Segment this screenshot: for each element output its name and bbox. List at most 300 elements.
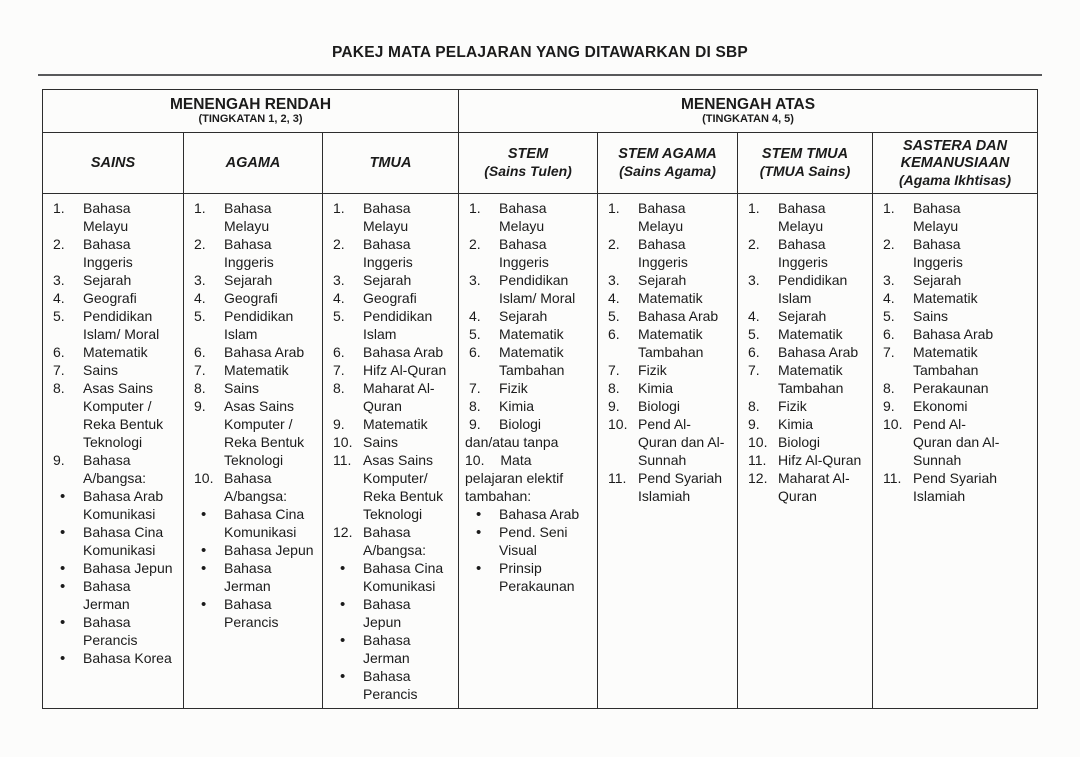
item-text: Pendidikan Islam/ Moral <box>499 272 576 306</box>
subject-item <box>190 379 318 397</box>
item-marker: 12. <box>333 524 353 540</box>
item-text: Kimia <box>499 398 535 414</box>
subject-item <box>465 343 593 379</box>
subject-list-stem <box>459 194 598 709</box>
item-text: Bahasa Melayu <box>224 200 272 234</box>
subject-item <box>190 199 318 235</box>
item-text: Bahasa Arab Komunikasi <box>83 488 164 522</box>
item-text: Maharat Al-Quran <box>778 470 850 504</box>
column-title: STEM TMUA <box>761 146 849 162</box>
group-header-menengah-atas <box>459 90 1038 133</box>
item-marker <box>201 595 206 614</box>
item-text: Sejarah <box>363 272 412 288</box>
subject-item <box>329 451 454 523</box>
item-text: Bahasa Cina Komunikasi <box>363 560 444 594</box>
item-marker: 8. <box>53 380 65 396</box>
subject-item <box>49 649 179 667</box>
item-marker: 4. <box>469 308 481 324</box>
item-text: Bahasa Inggeris <box>363 236 413 270</box>
subject-item <box>604 469 733 505</box>
subject-item <box>329 235 454 271</box>
column-header-tmua <box>323 133 459 194</box>
subject-item <box>49 523 179 559</box>
item-text: Matematik <box>224 362 289 378</box>
item-marker: 8. <box>608 380 620 396</box>
item-marker: 8. <box>883 380 895 396</box>
item-text: Bahasa Jepun <box>83 560 173 576</box>
subject-item <box>604 325 733 361</box>
subject-list-sains <box>43 194 184 709</box>
item-marker: 4. <box>53 290 65 306</box>
item-marker: 10. <box>883 416 903 432</box>
item-marker: 10. <box>465 452 485 468</box>
subject-item <box>49 289 179 307</box>
item-marker <box>60 559 65 578</box>
subject-item <box>465 451 577 505</box>
item-marker: 9. <box>469 416 481 432</box>
item-marker: 6. <box>333 344 345 360</box>
item-marker: 2. <box>883 236 895 252</box>
column-title: STEM <box>507 146 549 162</box>
subjects-body-row <box>43 194 1038 709</box>
item-marker: 1. <box>469 200 481 216</box>
subject-item <box>49 559 179 577</box>
item-marker: 6. <box>748 344 760 360</box>
item-text: Matematik Tambahan <box>499 344 565 378</box>
item-marker: 2. <box>469 236 481 252</box>
item-text: Bahasa Melayu <box>363 200 411 234</box>
subject-item <box>744 469 868 505</box>
subject-item <box>604 235 733 271</box>
item-text: Asas Sains Komputer / Reka Bentuk Teknologi <box>83 380 164 450</box>
column-subtitle: (Sains Agama) <box>619 163 716 179</box>
subject-item <box>744 235 868 271</box>
subject-item <box>604 289 733 307</box>
item-text: Bahasa Korea <box>83 650 172 666</box>
item-marker: 1. <box>333 200 345 216</box>
item-marker: 10. <box>194 470 214 486</box>
subject-item <box>49 271 179 289</box>
subject-item <box>744 397 868 415</box>
item-text: Fizik <box>778 398 807 414</box>
item-text: Sains <box>913 308 949 324</box>
subject-item <box>329 433 454 451</box>
group-header-row <box>43 90 1038 133</box>
item-text: Bahasa Arab <box>638 308 719 324</box>
subject-item <box>465 559 593 595</box>
item-marker: 11. <box>608 470 627 486</box>
subject-list-sastera <box>873 194 1038 709</box>
subject-item <box>329 631 454 667</box>
subject-item <box>329 559 454 595</box>
item-text: Hifz Al-Quran <box>363 362 447 378</box>
column-subtitle: (TMUA Sains) <box>759 163 851 179</box>
subject-item <box>465 307 593 325</box>
item-marker: 6. <box>53 344 65 360</box>
item-marker: 6. <box>469 344 481 360</box>
subject-item <box>190 235 318 271</box>
subject-item <box>49 451 179 487</box>
item-marker: 4. <box>608 290 620 306</box>
column-title: SASTERA DAN KEMANUSIAAN <box>900 137 1010 171</box>
item-marker: 2. <box>333 236 345 252</box>
item-text: Bahasa Perancis <box>83 614 138 648</box>
item-text: Perakaunan <box>913 380 989 396</box>
item-text: Sejarah <box>499 308 548 324</box>
item-marker: 1. <box>883 200 895 216</box>
subject-item <box>879 343 1033 379</box>
item-marker <box>476 559 481 578</box>
item-marker <box>60 487 65 506</box>
item-text: Fizik <box>499 380 528 396</box>
item-marker: 4. <box>194 290 206 306</box>
item-marker: 7. <box>194 362 206 378</box>
item-marker <box>476 505 481 524</box>
item-text: Biologi <box>638 398 681 414</box>
item-text: Matematik <box>363 416 428 432</box>
item-marker: 5. <box>608 308 620 324</box>
item-marker: 1. <box>53 200 65 216</box>
item-text: Bahasa Jepun <box>224 542 314 558</box>
item-text: Pend Syariah Islamiah <box>913 470 998 504</box>
item-marker: 8. <box>333 380 345 396</box>
subject-item <box>329 307 454 343</box>
item-marker: 6. <box>608 326 620 342</box>
item-text: Bahasa Arab <box>224 344 305 360</box>
item-text: Bahasa Cina Komunikasi <box>83 524 164 558</box>
item-text: Matematik Tambahan <box>778 362 844 396</box>
subject-item <box>744 433 868 451</box>
subject-item <box>604 271 733 289</box>
item-text: Bahasa Perancis <box>363 668 418 702</box>
subject-item <box>49 199 179 235</box>
item-marker: 12. <box>748 470 768 486</box>
subject-item <box>879 271 1033 289</box>
subject-item <box>190 559 318 595</box>
item-marker: 5. <box>748 326 760 342</box>
item-text: Bahasa Inggeris <box>499 236 549 270</box>
item-text: Bahasa Melayu <box>913 200 961 234</box>
item-marker: 1. <box>608 200 620 216</box>
subject-item <box>329 343 454 361</box>
item-text: Geografi <box>83 290 137 306</box>
item-text: Matematik <box>83 344 148 360</box>
item-text: Bahasa A/bangsa: <box>363 524 427 558</box>
subject-item <box>604 397 733 415</box>
item-marker: 9. <box>53 452 65 468</box>
item-text: Maharat Al-Quran <box>363 380 435 414</box>
column-header-sains <box>43 133 184 194</box>
item-text: Sains <box>363 434 399 450</box>
item-marker: 2. <box>194 236 206 252</box>
column-header-stem-agama <box>598 133 738 194</box>
subject-list-tmua <box>323 194 459 709</box>
item-text: Bahasa Arab <box>913 326 994 342</box>
item-text: Geografi <box>363 290 417 306</box>
item-text: Bahasa Inggeris <box>778 236 828 270</box>
item-marker: 2. <box>748 236 760 252</box>
subject-item <box>744 307 868 325</box>
subject-item <box>190 541 318 559</box>
item-marker: 5. <box>469 326 481 342</box>
item-marker: 4. <box>748 308 760 324</box>
item-marker <box>60 523 65 542</box>
item-marker <box>201 505 206 524</box>
item-text: Bahasa Inggeris <box>224 236 274 270</box>
item-text: Bahasa Inggeris <box>638 236 688 270</box>
item-text: Ekonomi <box>913 398 968 414</box>
subject-item <box>879 397 1033 415</box>
subject-item <box>604 199 733 235</box>
item-marker: 8. <box>469 398 481 414</box>
item-marker: 11. <box>333 452 352 468</box>
item-marker: 3. <box>608 272 620 288</box>
subject-item <box>190 505 318 541</box>
subject-item <box>329 523 454 559</box>
item-marker <box>60 613 65 632</box>
subject-item <box>879 415 1033 469</box>
item-marker: 5. <box>333 308 345 324</box>
column-subtitle: (Sains Tulen) <box>484 163 572 179</box>
item-marker: 1. <box>748 200 760 216</box>
column-title: TMUA <box>369 154 412 171</box>
subject-item <box>465 415 593 433</box>
group-header-menengah-rendah <box>43 90 459 133</box>
subjects-table <box>42 89 1038 709</box>
item-text: Bahasa Cina Komunikasi <box>224 506 305 540</box>
group-detail: (TINGKATAN 1, 2, 3) <box>198 113 303 125</box>
subject-item <box>49 361 179 379</box>
subject-item <box>329 667 454 703</box>
item-marker: 4. <box>883 290 895 306</box>
item-marker: 7. <box>608 362 620 378</box>
subject-item <box>49 577 179 613</box>
item-text: Pendidikan Islam <box>224 308 294 342</box>
subject-item <box>49 307 179 343</box>
item-text: Bahasa Inggeris <box>913 236 963 270</box>
item-marker <box>340 667 345 686</box>
item-marker: 11. <box>748 452 767 468</box>
subject-item <box>329 289 454 307</box>
item-text: Bahasa Melayu <box>638 200 686 234</box>
item-marker: 1. <box>194 200 206 216</box>
subject-item <box>329 271 454 289</box>
item-marker: 9. <box>608 398 620 414</box>
item-text: Matematik <box>913 290 978 306</box>
group-name: MENENGAH RENDAH <box>169 96 332 113</box>
item-marker: 9. <box>194 398 206 414</box>
item-text: Biologi <box>778 434 821 450</box>
subject-item <box>744 343 868 361</box>
item-marker <box>201 541 206 560</box>
column-title: STEM AGAMA <box>618 146 717 162</box>
subject-list-stem-tmua <box>738 194 873 709</box>
item-text: Bahasa Arab <box>499 506 580 522</box>
item-marker <box>60 649 65 668</box>
item-marker: 10. <box>748 434 768 450</box>
item-marker <box>201 559 206 578</box>
item-text: Kimia <box>778 416 814 432</box>
item-marker: 3. <box>748 272 760 288</box>
group-detail: (TINGKATAN 4, 5) <box>702 113 794 125</box>
item-marker <box>340 595 345 614</box>
subject-item <box>465 379 593 397</box>
item-text: Pendidikan Islam/ Moral <box>83 308 160 342</box>
subject-item <box>879 325 1033 343</box>
item-text: Pend Al-Quran dan Al-Sunnah <box>638 416 725 468</box>
item-text: Bahasa Melayu <box>83 200 131 234</box>
subject-item <box>465 235 593 271</box>
subject-item <box>465 397 593 415</box>
column-header-sastera <box>873 133 1038 194</box>
subject-item <box>190 361 318 379</box>
item-text: Sejarah <box>224 272 273 288</box>
item-marker: 3. <box>194 272 206 288</box>
item-text: Hifz Al-Quran <box>778 452 862 468</box>
item-marker <box>340 631 345 650</box>
column-header-agama <box>184 133 323 194</box>
item-text: Matematik <box>778 326 843 342</box>
column-header-stem-tmua <box>738 133 873 194</box>
item-marker: 3. <box>53 272 65 288</box>
item-marker: 9. <box>333 416 345 432</box>
item-marker: 7. <box>748 362 760 378</box>
subject-item <box>744 451 868 469</box>
item-marker: 2. <box>53 236 65 252</box>
item-text: Pend. Seni Visual <box>499 524 568 558</box>
item-text: Matematik Tambahan <box>913 344 979 378</box>
column-title: SAINS <box>90 154 136 171</box>
subject-item <box>465 433 577 451</box>
subject-item <box>744 415 868 433</box>
subject-item <box>329 595 454 631</box>
item-marker: 6. <box>883 326 895 342</box>
item-text: Bahasa Jerman <box>224 560 272 594</box>
subject-item <box>744 361 868 397</box>
item-marker: 9. <box>883 398 895 414</box>
column-header-stem <box>459 133 598 194</box>
item-text: Matematik <box>638 290 703 306</box>
item-marker: 4. <box>333 290 345 306</box>
item-text: Kimia <box>638 380 674 396</box>
title-divider <box>38 74 1042 76</box>
item-text: dan/atau tanpa <box>465 434 559 450</box>
item-text: Matematik <box>499 326 564 342</box>
subject-item <box>879 235 1033 271</box>
subject-list-stem-agama <box>598 194 738 709</box>
item-marker <box>476 523 481 542</box>
item-marker: 7. <box>883 344 895 360</box>
item-text: Sejarah <box>83 272 132 288</box>
item-text: Prinsip Perakaunan <box>499 560 575 594</box>
subject-item <box>329 379 454 415</box>
item-text: Bahasa Jepun <box>363 596 411 630</box>
item-text: Bahasa Perancis <box>224 596 279 630</box>
item-text: Sejarah <box>778 308 827 324</box>
subject-item <box>604 361 733 379</box>
item-marker: 7. <box>53 362 65 378</box>
item-text: Sains <box>224 380 260 396</box>
subject-item <box>604 379 733 397</box>
item-marker: 10. <box>608 416 628 432</box>
subject-item <box>465 325 593 343</box>
item-text: Bahasa A/bangsa: <box>224 470 288 504</box>
subject-item <box>49 487 179 523</box>
item-marker: 5. <box>883 308 895 324</box>
item-text: Pend Syariah Islamiah <box>638 470 723 504</box>
item-marker: 2. <box>608 236 620 252</box>
group-name: MENENGAH ATAS <box>681 96 816 113</box>
item-text: Pendidikan Islam <box>363 308 433 342</box>
subject-item <box>49 235 179 271</box>
subject-item <box>49 379 179 451</box>
item-marker: 5. <box>194 308 206 324</box>
subject-item <box>879 289 1033 307</box>
item-marker: 3. <box>333 272 345 288</box>
subject-item <box>190 307 318 343</box>
column-subtitle: (Agama Ikhtisas) <box>899 171 1012 188</box>
subject-item <box>190 595 318 631</box>
subject-item <box>190 343 318 361</box>
item-marker: 7. <box>333 362 345 378</box>
item-text: Bahasa A/bangsa: <box>83 452 147 486</box>
subject-item <box>190 271 318 289</box>
item-text: Asas Sains Komputer/ Reka Bentuk Teknologi <box>363 452 444 522</box>
item-text: Sejarah <box>913 272 962 288</box>
item-text: Mata pelajaran elektif tambahan: <box>465 452 564 504</box>
subject-item <box>879 307 1033 325</box>
item-text: Geografi <box>224 290 278 306</box>
subject-item <box>190 289 318 307</box>
subject-item <box>465 523 593 559</box>
item-marker: 8. <box>748 398 760 414</box>
item-text: Pend Al-Quran dan Al-Sunnah <box>913 416 1000 468</box>
item-text: Asas Sains Komputer / Reka Bentuk Teknologi <box>224 398 305 468</box>
subject-item <box>49 613 179 649</box>
item-text: Bahasa Arab <box>778 344 859 360</box>
column-header-row <box>43 133 1038 194</box>
subject-item <box>190 469 318 505</box>
item-text: Pendidikan Islam <box>778 272 848 306</box>
subject-item <box>879 469 1033 505</box>
subject-list-agama <box>184 194 323 709</box>
item-marker: 5. <box>53 308 65 324</box>
subject-item <box>329 361 454 379</box>
item-marker: 3. <box>469 272 481 288</box>
page-title: PAKEJ MATA PELAJARAN YANG DITAWARKAN DI SBP <box>332 44 748 61</box>
item-marker: 9. <box>748 416 760 432</box>
item-marker: 3. <box>883 272 895 288</box>
item-text: Bahasa Melayu <box>778 200 826 234</box>
subject-item <box>744 271 868 307</box>
item-text: Bahasa Inggeris <box>83 236 133 270</box>
item-marker <box>340 559 345 578</box>
item-text: Bahasa Arab <box>363 344 444 360</box>
subject-item <box>879 379 1033 397</box>
item-text: Matematik Tambahan <box>638 326 704 360</box>
subject-item <box>604 307 733 325</box>
subject-item <box>604 415 733 469</box>
subject-item <box>744 199 868 235</box>
item-text: Sejarah <box>638 272 687 288</box>
item-marker: 6. <box>194 344 206 360</box>
subject-item <box>329 199 454 235</box>
item-text: Bahasa Jerman <box>363 632 411 666</box>
subject-item <box>465 505 593 523</box>
item-marker: 8. <box>194 380 206 396</box>
column-title: AGAMA <box>225 154 281 171</box>
item-marker: 11. <box>883 470 902 486</box>
